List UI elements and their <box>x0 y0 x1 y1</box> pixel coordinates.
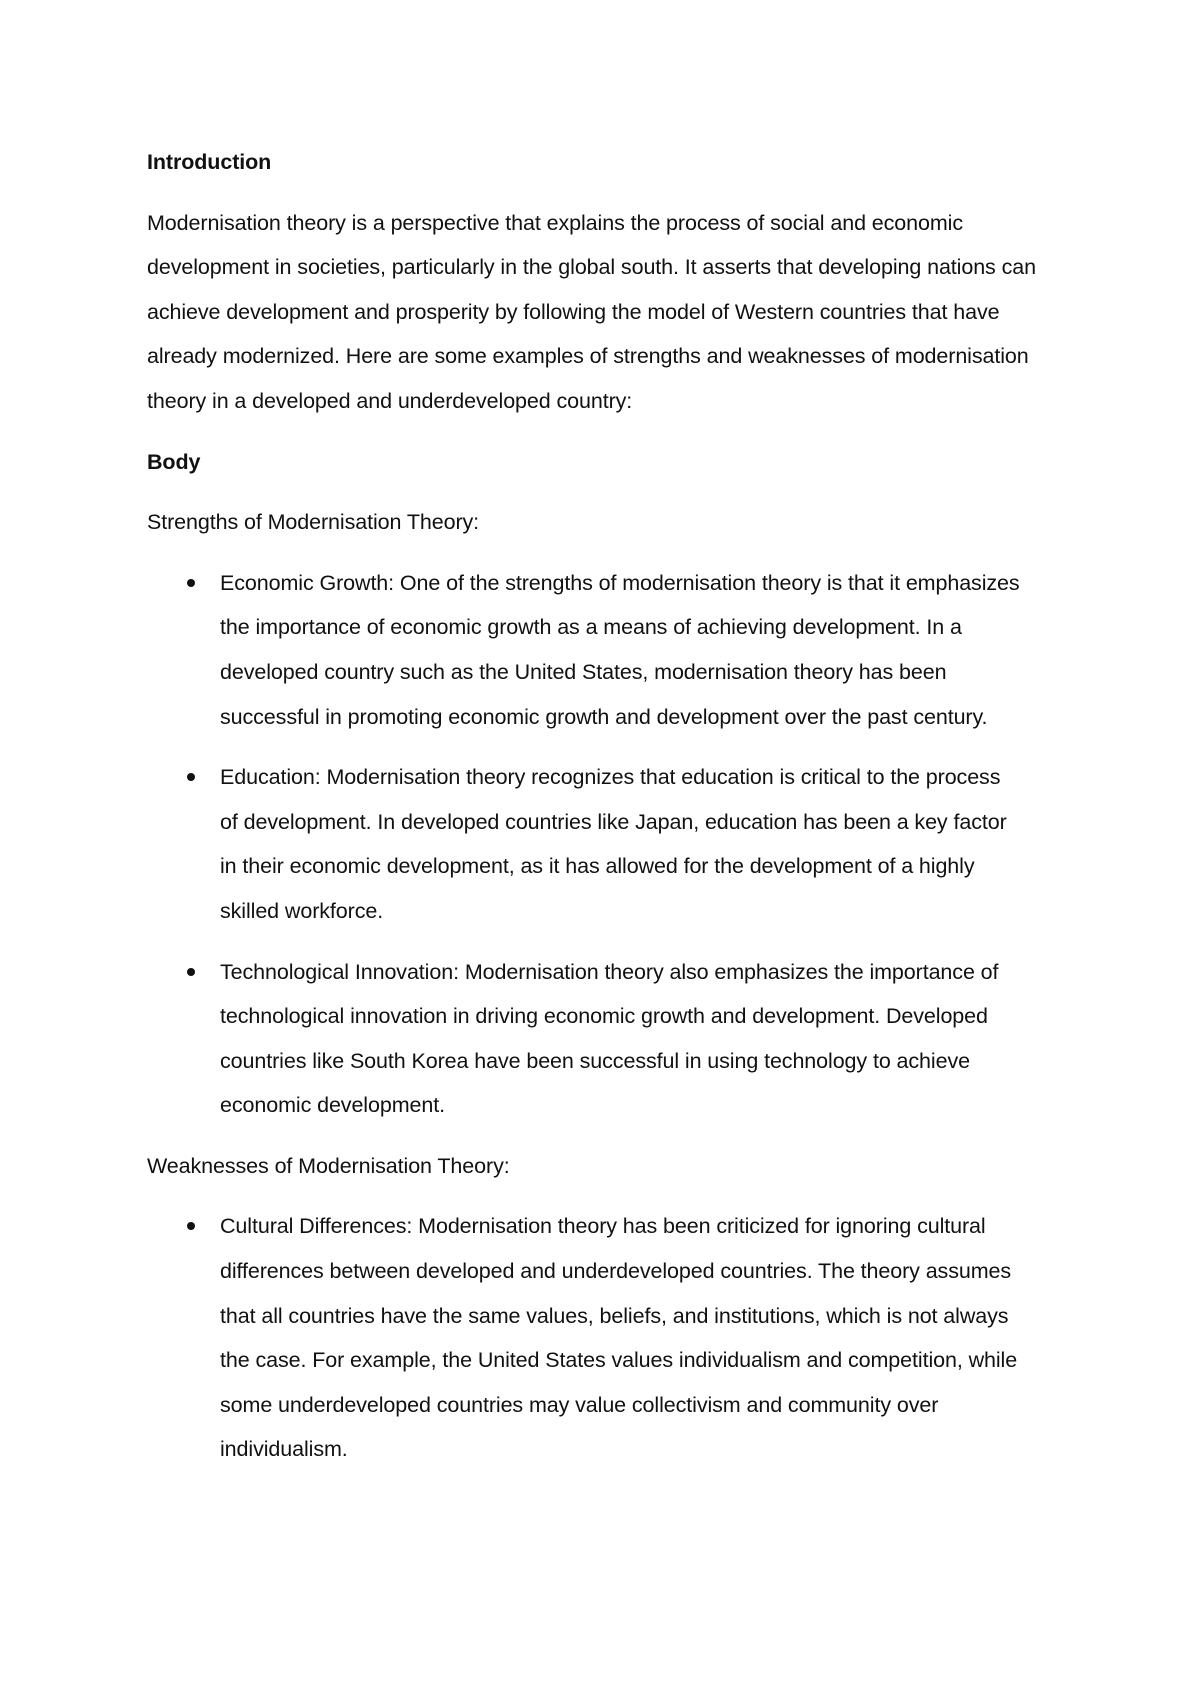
document-body <box>147 140 1067 1488</box>
list-item-text: Cultural Differences: Modernisation theory has been criticized for ignoring cultural differences between developed and underdeveloped countries. The theory assumes that all countries have the same values, beliefs, and institutions, which is not always the case. For example, the United States values individualism and competition, while some underdeveloped countries may value collectivism and community over individualism. <box>220 1214 1018 1462</box>
weaknesses-list <box>147 1204 1067 1472</box>
list-item-text: Technological Innovation: Modernisation theory also emphasizes the importance of technological innovation in driving economic growth and development. Developed countries like South Korea have been successful in using technology to achieve economic development. <box>220 959 999 1118</box>
bullet-icon <box>187 579 195 587</box>
intro-heading: Introduction <box>147 150 272 174</box>
bullet-icon <box>187 968 195 976</box>
bullet-icon <box>187 1222 195 1230</box>
intro-paragraph: Modernisation theory is a perspective that explains the process of social and economic development in societies, particularly in the global south. It asserts that developing nations can achieve development and prosperity by following the model of Western countries that have already modernized. Here are some examples of strengths and weaknesses of modernisation theory in a developed and underdeveloped country: <box>147 210 1036 413</box>
list-item <box>147 950 1020 1128</box>
list-item <box>147 755 1020 933</box>
list-item <box>147 561 1020 739</box>
strengths-list <box>147 561 1067 1128</box>
list-item-text: Education: Modernisation theory recognizes that education is critical to the process of development. In developed countries like Japan, education has been a key factor in their economic development, as it has allowed for the development of a highly skilled workforce. <box>220 765 1007 923</box>
strengths-heading: Strengths of Modernisation Theory: <box>147 510 480 535</box>
bullet-icon <box>187 773 195 781</box>
list-item-text: Economic Growth: One of the strengths of modernisation theory is that it emphasizes the importance of economic growth as a means of achieving development. In a developed country such as the United States, modernisation theory has been successful in promoting economic growth and development over the past century. <box>220 570 1020 729</box>
list-item <box>147 1204 1020 1472</box>
weaknesses-heading: Weaknesses of Modernisation Theory: <box>147 1153 510 1178</box>
body-heading: Body <box>147 449 201 474</box>
